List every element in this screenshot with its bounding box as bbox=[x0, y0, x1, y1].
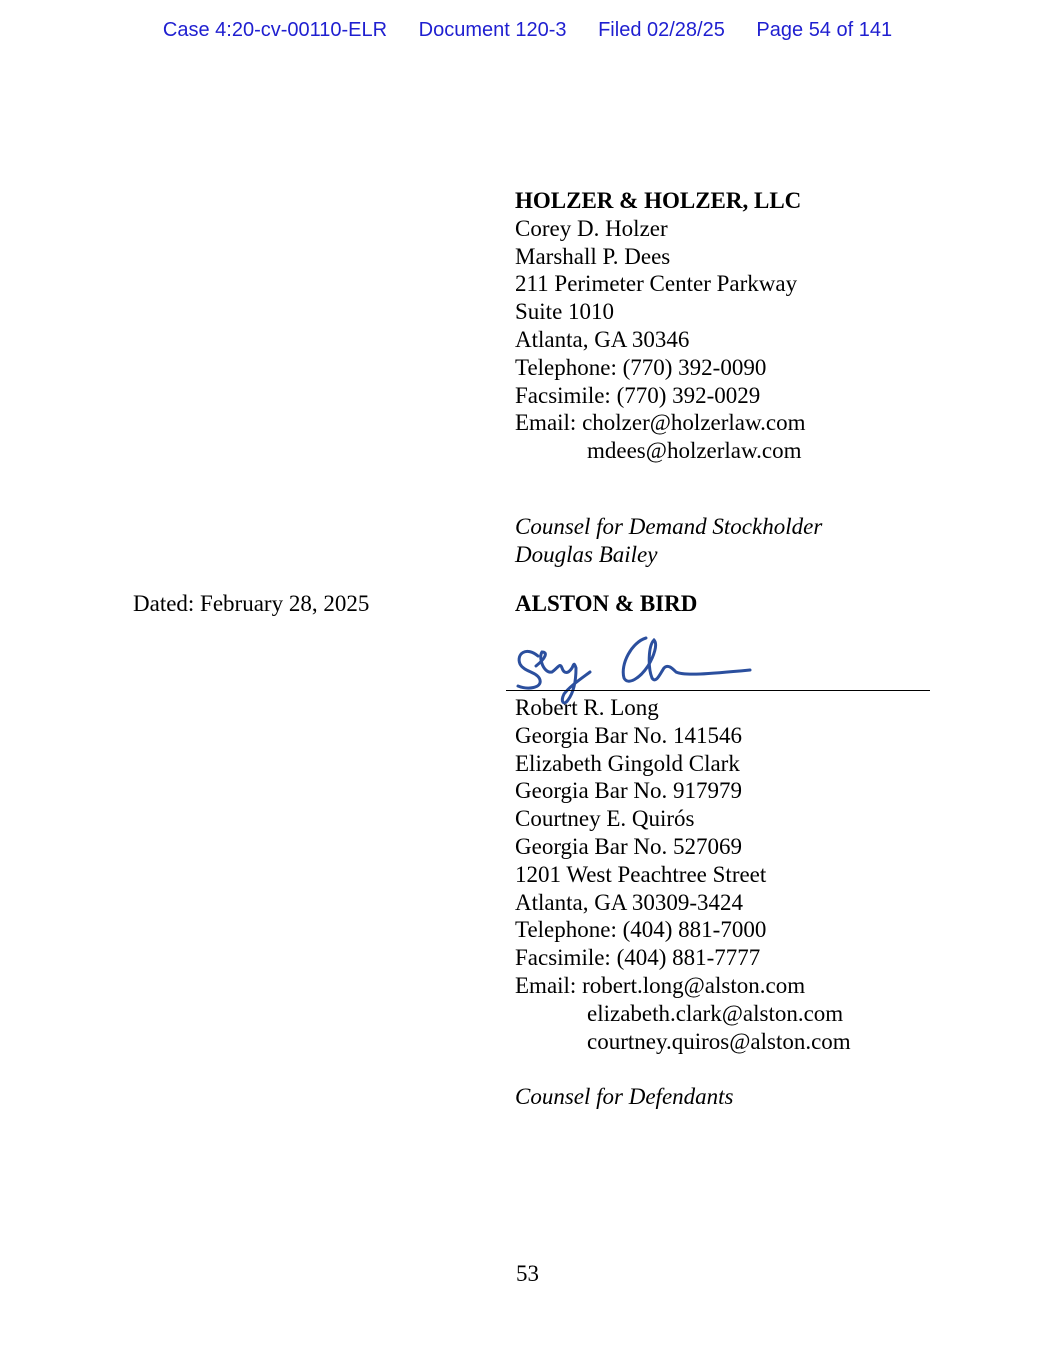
page-number: 53 bbox=[516, 1261, 539, 1286]
alston-city: Atlanta, GA 30309-3424 bbox=[515, 889, 744, 915]
alston-attorney-2: Elizabeth Gingold Clark bbox=[515, 750, 740, 776]
holzer-signature-block bbox=[515, 187, 805, 465]
holzer-telephone: Telephone: (770) 392-0090 bbox=[515, 354, 767, 380]
alston-bar-3: Georgia Bar No. 527069 bbox=[515, 833, 742, 859]
alston-counsel-role: Counsel for Defendants bbox=[515, 1084, 734, 1109]
dated-line: Dated: February 28, 2025 bbox=[133, 591, 370, 616]
holzer-firm-name: HOLZER & HOLZER, LLC bbox=[515, 188, 802, 213]
alston-facsimile: Facsimile: (404) 881-7777 bbox=[515, 945, 761, 971]
page-count: Page 54 of 141 bbox=[756, 19, 893, 41]
alston-email-1: Email: robert.long@alston.com bbox=[515, 972, 806, 998]
alston-bar-1: Georgia Bar No. 141546 bbox=[515, 722, 742, 748]
filed-date: Filed 02/28/25 bbox=[598, 19, 725, 41]
case-header bbox=[0, 19, 1055, 42]
signature-line bbox=[506, 690, 930, 691]
alston-attorney-3: Courtney E. Quirós bbox=[515, 806, 695, 832]
holzer-address-2: Suite 1010 bbox=[515, 299, 615, 325]
holzer-email-2: mdees@holzerlaw.com bbox=[587, 438, 802, 464]
alston-telephone: Telephone: (404) 881-7000 bbox=[515, 917, 767, 943]
holzer-counsel-role bbox=[515, 513, 822, 569]
alston-address: 1201 West Peachtree Street bbox=[515, 861, 767, 887]
case-number: Case 4:20-cv-00110-ELR bbox=[162, 19, 388, 41]
holzer-email-1: Email: cholzer@holzerlaw.com bbox=[515, 410, 806, 436]
holzer-attorney-2: Marshall P. Dees bbox=[515, 243, 671, 269]
holzer-facsimile: Facsimile: (770) 392-0029 bbox=[515, 382, 761, 408]
alston-bar-2: Georgia Bar No. 917979 bbox=[515, 778, 742, 804]
holzer-city: Atlanta, GA 30346 bbox=[515, 326, 690, 352]
alston-attorney-1: Robert R. Long bbox=[515, 695, 659, 720]
holzer-address-1: 211 Perimeter Center Parkway bbox=[515, 271, 798, 297]
alston-email-2: elizabeth.clark@alston.com bbox=[587, 1000, 844, 1026]
holzer-role-line-1: Counsel for Demand Stockholder bbox=[515, 514, 823, 539]
holzer-attorney-1: Corey D. Holzer bbox=[515, 215, 668, 241]
alston-signature-block bbox=[515, 694, 851, 1055]
alston-email-3: courtney.quiros@alston.com bbox=[587, 1028, 851, 1054]
alston-firm-name: ALSTON & BIRD bbox=[515, 591, 698, 616]
holzer-role-line-2: Douglas Bailey bbox=[515, 541, 658, 567]
document-number: Document 120-3 bbox=[418, 19, 567, 41]
